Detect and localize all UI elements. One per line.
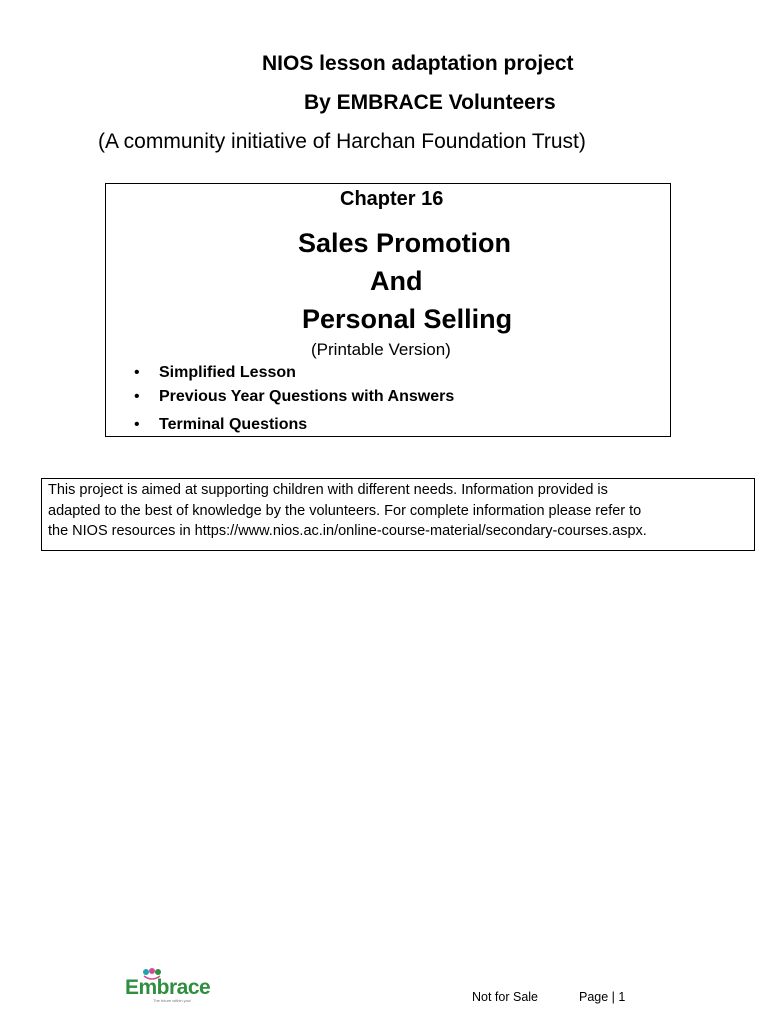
- list-item-label: Terminal Questions: [159, 416, 308, 433]
- bullet-icon: •: [134, 416, 140, 433]
- embrace-logo: [125, 968, 217, 1004]
- bullet-icon: •: [134, 388, 140, 405]
- chapter-title-line1: Sales Promotion: [298, 228, 512, 258]
- header-title: NIOS lesson adaptation project: [262, 52, 574, 75]
- list-item: [134, 388, 454, 416]
- not-for-sale-label: Not for Sale: [472, 990, 539, 1004]
- disclaimer-line: the NIOS resources in https://www.nios.ac.in/online-course-material/secondary-courses.aspx.: [48, 523, 647, 539]
- header-initiative: (A community initiative of Harchan Foundation Trust): [98, 130, 586, 153]
- page-number: Page | 1: [579, 990, 626, 1004]
- chapter-number: Chapter 16: [340, 188, 444, 210]
- header-byline: By EMBRACE Volunteers: [304, 91, 556, 114]
- list-item-label: Previous Year Questions with Answers: [159, 388, 455, 405]
- bullet-icon: •: [134, 364, 140, 381]
- chapter-title-line3: Personal Selling: [302, 304, 513, 334]
- list-item-label: Simplified Lesson: [159, 364, 296, 381]
- disclaimer-line: This project is aimed at supporting children with different needs. Information provided is: [48, 482, 608, 498]
- chapter-title-line2: And: [370, 266, 423, 296]
- logo-tagline: The future within you!: [153, 998, 192, 1003]
- list-item: [134, 416, 454, 440]
- list-item: [134, 364, 454, 388]
- disclaimer-box: [41, 478, 755, 551]
- contents-list: [134, 364, 454, 440]
- chapter-box: [105, 183, 671, 437]
- disclaimer-line: adapted to the best of knowledge by the volunteers. For complete information please refer to: [48, 502, 642, 519]
- logo-wordmark: Embrace: [125, 976, 211, 999]
- version-label: (Printable Version): [311, 340, 451, 359]
